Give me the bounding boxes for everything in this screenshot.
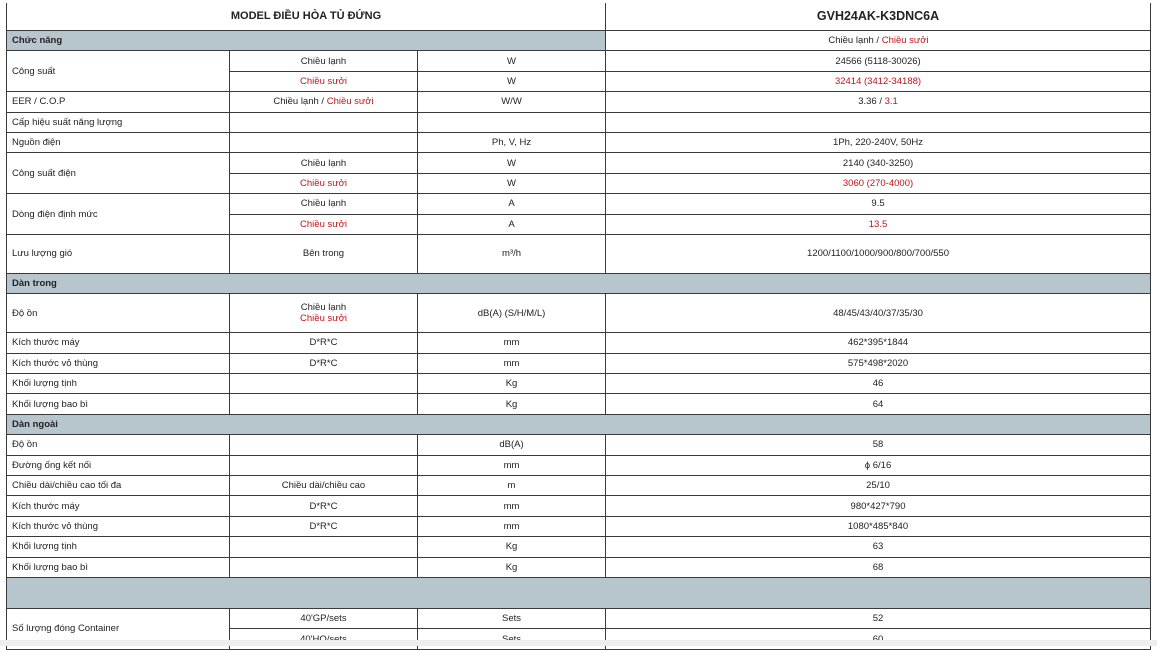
mode-heat: Chiều sưởi <box>881 35 929 47</box>
row-label: Kích thước vỏ thùng <box>7 353 230 373</box>
row-label: EER / C.O.P <box>7 92 230 112</box>
mode-cell: Chiều dài/chiều cao <box>230 476 418 496</box>
unit-cell: mm <box>418 455 606 475</box>
table-row <box>7 374 1151 394</box>
unit-cell: Kg <box>418 394 606 414</box>
mode-cool: Chiều lạnh <box>273 96 319 108</box>
table-row <box>7 194 1151 214</box>
table-row <box>7 234 1151 273</box>
value-cell: 46 <box>606 374 1151 394</box>
mode-sep: / <box>318 96 327 108</box>
row-label: Công suất điện <box>7 153 230 194</box>
unit-cell: W <box>418 153 606 173</box>
unit-cell: mm <box>418 333 606 353</box>
empty-section-bar <box>7 577 1151 608</box>
row-label: Độ ồn <box>7 294 230 333</box>
value-cell: 575*498*2020 <box>606 353 1151 373</box>
mode-cell <box>230 435 418 455</box>
row-label: Độ ồn <box>7 435 230 455</box>
unit-cell: dB(A) (S/H/M/L) <box>418 294 606 333</box>
row-label: Chiều dài/chiều cao tối đa <box>7 476 230 496</box>
mode-cell <box>230 132 418 152</box>
table-row <box>7 608 1151 628</box>
row-label: Khối lượng tịnh <box>7 374 230 394</box>
spec-table-wrapper <box>6 3 1150 650</box>
model-name: GVH24AK-K3DNC6A <box>606 3 1151 31</box>
table-row <box>7 394 1151 414</box>
section-chuc-nang <box>7 31 1151 51</box>
value-cell: 13.5 <box>606 214 1151 234</box>
mode-cell: Chiều sưởi <box>230 71 418 91</box>
mode-cell: Chiều sưởi <box>230 173 418 193</box>
table-row <box>7 455 1151 475</box>
table-row <box>7 51 1151 71</box>
value-cell <box>606 112 1151 132</box>
unit-cell: dB(A) <box>418 435 606 455</box>
table-row <box>7 496 1151 516</box>
value-cell: 63 <box>606 537 1151 557</box>
row-label: Khối lượng bao bì <box>7 557 230 577</box>
unit-cell: m <box>418 476 606 496</box>
value-sep: / <box>876 96 885 108</box>
row-label: Nguồn điện <box>7 132 230 152</box>
row-label: Khối lượng bao bì <box>7 394 230 414</box>
table-title: MODEL ĐIỀU HÒA TỦ ĐỨNG <box>7 3 606 31</box>
row-label: Cấp hiệu suất năng lượng <box>7 112 230 132</box>
mode-cell: Chiều lạnh <box>230 194 418 214</box>
mode-cool: Chiều lạnh <box>828 35 874 47</box>
table-row <box>7 516 1151 536</box>
row-label: Dòng điện định mức <box>7 194 230 235</box>
value-cell: 2140 (340-3250) <box>606 153 1151 173</box>
value-cell: 58 <box>606 435 1151 455</box>
value-cell: 48/45/43/40/37/35/30 <box>606 294 1151 333</box>
mode-cool: Chiều lạnh <box>300 302 347 314</box>
value-cell: 3060 (270-4000) <box>606 173 1151 193</box>
row-label: Kích thước máy <box>7 496 230 516</box>
value-cell: 980*427*790 <box>606 496 1151 516</box>
row-label: Đường ống kết nối <box>7 455 230 475</box>
unit-cell: A <box>418 214 606 234</box>
value-cell: 1080*485*840 <box>606 516 1151 536</box>
value-cell: 462*395*1844 <box>606 333 1151 353</box>
row-label: Công suất <box>7 51 230 92</box>
value-cell: ϕ 6/16 <box>606 455 1151 475</box>
value-heat: 3.1 <box>884 96 898 108</box>
mode-cell: D*R*C <box>230 353 418 373</box>
unit-cell: mm <box>418 353 606 373</box>
mode-cell: D*R*C <box>230 516 418 536</box>
table-row <box>7 92 1151 112</box>
unit-cell: A <box>418 194 606 214</box>
mode-cell: D*R*C <box>230 333 418 353</box>
section-dan-ngoai <box>7 414 1151 434</box>
title-row <box>7 3 1151 31</box>
row-label: Kích thước máy <box>7 333 230 353</box>
spec-table <box>6 3 1151 650</box>
mode-cell <box>230 557 418 577</box>
value-cell <box>606 92 1151 112</box>
unit-cell: Sets <box>418 608 606 628</box>
row-label: Khối lượng tịnh <box>7 537 230 557</box>
value-cell: 64 <box>606 394 1151 414</box>
value-cell: 1Ph, 220-240V, 50Hz <box>606 132 1151 152</box>
mode-cell <box>230 112 418 132</box>
unit-cell: W <box>418 173 606 193</box>
mode-cell: Chiều sưởi <box>230 214 418 234</box>
unit-cell <box>418 112 606 132</box>
section-title: Chức năng <box>7 31 606 51</box>
row-label: Kích thước vỏ thùng <box>7 516 230 536</box>
mode-cell <box>230 92 418 112</box>
value-cell: 68 <box>606 557 1151 577</box>
value-cell: 1200/1100/1000/900/800/700/550 <box>606 234 1151 273</box>
unit-cell: Ph, V, Hz <box>418 132 606 152</box>
table-row <box>7 333 1151 353</box>
mode-cell: Chiều lạnh <box>230 51 418 71</box>
table-row <box>7 132 1151 152</box>
mode-cell <box>230 537 418 557</box>
value-cell: 24566 (5118-30026) <box>606 51 1151 71</box>
row-label: Lưu lượng gió <box>7 234 230 273</box>
table-row <box>7 557 1151 577</box>
value-cell: 25/10 <box>606 476 1151 496</box>
unit-cell: Kg <box>418 537 606 557</box>
bottom-strip <box>0 640 1157 646</box>
mode-cell <box>230 374 418 394</box>
mode-cell: Bên trong <box>230 234 418 273</box>
unit-cell: m³/h <box>418 234 606 273</box>
table-row <box>7 153 1151 173</box>
mode-sep: / <box>873 35 882 47</box>
table-row <box>7 353 1151 373</box>
unit-cell: Kg <box>418 374 606 394</box>
unit-cell: mm <box>418 516 606 536</box>
section-dan-trong <box>7 273 1151 293</box>
row-label: Số lượng đóng Container <box>7 608 230 649</box>
value-cell: 32414 (3412-34188) <box>606 71 1151 91</box>
table-row <box>7 435 1151 455</box>
table-row <box>7 537 1151 557</box>
table-row <box>7 476 1151 496</box>
table-row <box>7 112 1151 132</box>
mode-cell: D*R*C <box>230 496 418 516</box>
value-cool: 3.36 <box>858 96 877 108</box>
mode-header <box>606 31 1151 51</box>
value-cell: 52 <box>606 608 1151 628</box>
section-empty <box>7 577 1151 608</box>
value-cell: 9.5 <box>606 194 1151 214</box>
mode-cell <box>230 394 418 414</box>
unit-cell: W/W <box>418 92 606 112</box>
unit-cell: Kg <box>418 557 606 577</box>
mode-heat: Chiều sưởi <box>300 313 347 325</box>
section-title: Dàn trong <box>7 273 1151 293</box>
unit-cell: W <box>418 71 606 91</box>
table-row <box>7 294 1151 333</box>
mode-cell: 40'GP/sets <box>230 608 418 628</box>
section-title: Dàn ngoài <box>7 414 1151 434</box>
unit-cell: mm <box>418 496 606 516</box>
mode-cell <box>230 294 418 333</box>
mode-cell: Chiều lạnh <box>230 153 418 173</box>
unit-cell: W <box>418 51 606 71</box>
mode-heat: Chiều sưởi <box>326 96 374 108</box>
mode-cell <box>230 455 418 475</box>
